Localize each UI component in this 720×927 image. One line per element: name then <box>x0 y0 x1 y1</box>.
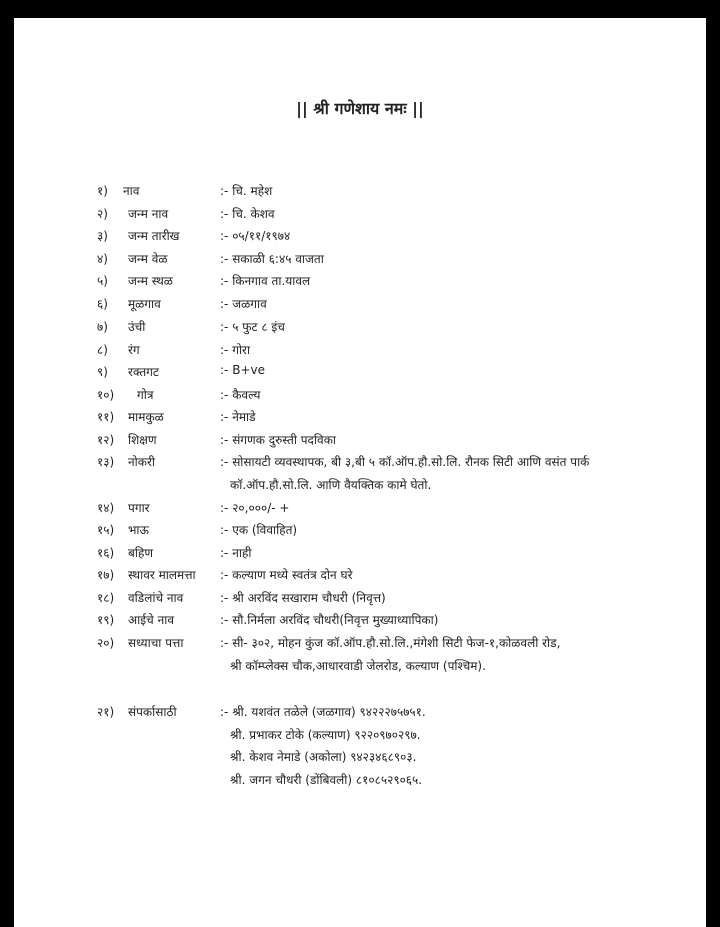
item-label: मामकुळ <box>128 410 164 424</box>
item-label: संपर्कासाठी <box>128 705 177 719</box>
item-value: :- चि. केशव <box>220 207 275 221</box>
item-value: :- कैवल्य <box>220 388 261 402</box>
item-number: ३) <box>97 229 108 243</box>
item-value-continuation: कॉ.ऑप.हौ.सो.लि. आणि वैयक्तिक कामे घेतो. <box>230 478 432 492</box>
item-label: वडिलांचे नाव <box>128 591 184 605</box>
item-number: १०) <box>97 388 115 402</box>
item-value: :- चि. महेश <box>220 184 273 198</box>
item-number: १३) <box>97 455 115 469</box>
item-label: भाऊ <box>128 523 149 537</box>
item-value: :- श्री अरविंद सखाराम चौधरी (निवृत्त) <box>220 591 386 605</box>
item-label: जन्म वेळ <box>128 252 168 266</box>
item-value: :- सोसायटी व्यवस्थापक, बी ३,बी ५ कॉ.ऑप.हौ.सो.लि. रौनक सिटी आणि वसंत पार्क <box>220 455 590 469</box>
item-value-continuation: श्री कॉम्प्लेक्स चौक,आधारवाडी जेलरोड, कल्याण (पश्चिम). <box>230 659 486 673</box>
contact-line: श्री. प्रभाकर टोके (कल्याण) ९२२०९७०२९७. <box>230 728 421 742</box>
item-label: मूळगाव <box>128 297 161 311</box>
item-value: :- किनगाव ता.यावल <box>220 274 311 288</box>
item-label: गोत्र <box>137 388 154 402</box>
contact-line: श्री. जगन चौधरी (डोंबिवली) ८१०८५२९०६५. <box>230 773 423 787</box>
item-value: :- गोरा <box>220 343 251 357</box>
item-number: १४) <box>97 501 115 515</box>
item-value: :- सौ.निर्मला अरविंद चौधरी(निवृत्त मुख्याध्यापिका) <box>220 613 439 627</box>
item-label: आईचे नाव <box>128 613 175 627</box>
item-value: :- सकाळी ६:४५ वाजता <box>220 252 324 266</box>
item-value: :- २०,०००/- + <box>220 501 290 515</box>
item-value: :- एक (विवाहित) <box>220 523 298 537</box>
item-number: ११) <box>97 410 115 424</box>
item-number: ६) <box>97 297 108 311</box>
item-value: :- कल्याण मध्ये स्वतंत्र दोन घरे <box>220 568 353 582</box>
item-number: ९) <box>97 365 108 379</box>
item-value: :- ०५/११/१९७४ <box>220 229 291 243</box>
item-label: नोकरी <box>128 455 156 469</box>
item-label: सध्याचा पत्ता <box>128 636 184 650</box>
item-number: २०) <box>97 636 115 650</box>
item-label: जन्म तारीख <box>128 229 180 243</box>
item-value: :- जळगाव <box>220 297 267 311</box>
item-value: :- संगणक दुरुस्ती पदविका <box>220 433 337 447</box>
item-number: १९) <box>97 613 115 627</box>
item-value: :- सी- ३०२, मोहन कुंज कॉ.ऑप.हौ.सो.लि.,मंगेशी सिटी फेज-१,कोळवली रोड, <box>220 636 561 650</box>
item-value: :- ५ फुट ८ इंच <box>220 320 285 334</box>
document-page <box>14 18 706 927</box>
item-label: शिक्षण <box>128 433 157 447</box>
item-label: उंची <box>128 320 146 334</box>
item-number: ४) <box>97 252 108 266</box>
item-label: स्थावर मालमत्ता <box>128 568 196 582</box>
item-number: ८) <box>97 343 108 357</box>
item-number: १६) <box>97 546 115 560</box>
item-value: :- नेमाडे <box>220 410 256 424</box>
item-label: जन्म नाव <box>128 207 169 221</box>
page-title: || श्री गणेशाय नमः || <box>296 99 424 118</box>
item-number: १) <box>97 184 108 198</box>
item-number: १७) <box>97 568 115 582</box>
contact-line: श्री. केशव नेमाडे (अकोला) ९४२३४६८९०३. <box>230 750 417 764</box>
item-label: रक्तगट <box>128 365 159 379</box>
item-number: २१) <box>97 705 115 719</box>
item-value: :- B+ve <box>220 363 265 377</box>
item-label: रंग <box>128 343 140 357</box>
item-number: ७) <box>97 320 108 334</box>
item-number: २) <box>97 207 108 221</box>
contact-line: :- श्री. यशवंत तळेले (जळगाव) ९४२२२७५७५१. <box>220 705 426 719</box>
item-number: १५) <box>97 523 115 537</box>
item-number: ५) <box>97 274 108 288</box>
item-number: १८) <box>97 591 115 605</box>
item-value: :- नाही <box>220 546 252 560</box>
item-label: पगार <box>128 501 150 515</box>
item-label: नाव <box>123 184 140 198</box>
item-label: जन्म स्थळ <box>128 274 173 288</box>
item-number: १२) <box>97 433 115 447</box>
item-label: बहिण <box>128 546 154 560</box>
